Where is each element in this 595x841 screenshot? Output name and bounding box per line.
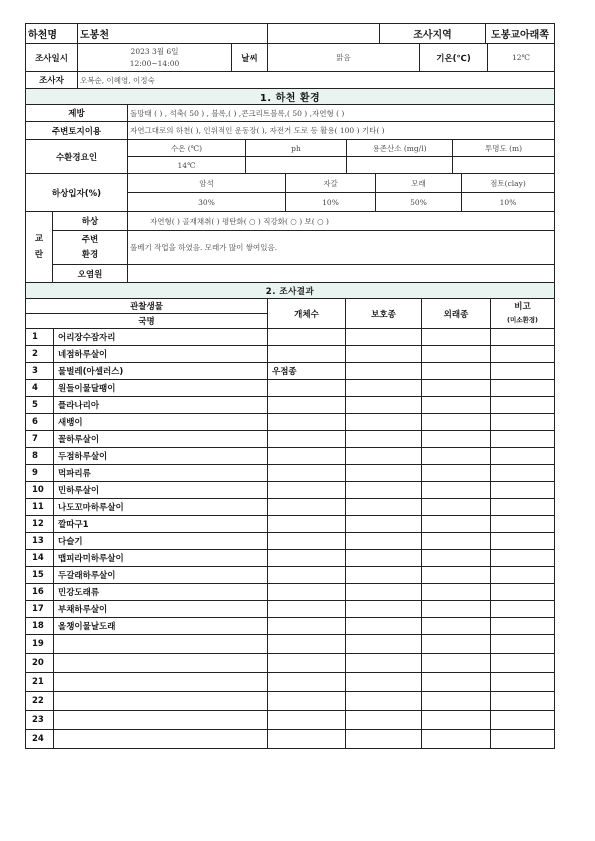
count-cell xyxy=(268,618,346,635)
note-cell xyxy=(491,482,555,499)
species-name: 민하루살이 xyxy=(54,482,268,499)
river-label: 하천명 xyxy=(26,24,78,44)
date-line-2: 12:00~14:00 xyxy=(129,58,180,68)
species-name: 원들이물달팽이 xyxy=(54,380,268,397)
table-row xyxy=(26,346,555,363)
species-name: 꼴하루살이 xyxy=(54,431,268,448)
note-cell xyxy=(491,397,555,414)
bed-header: 암석 xyxy=(128,174,286,193)
date-line-1: 2023 3월 6일 xyxy=(130,46,179,56)
note-cell xyxy=(491,533,555,550)
protected-cell xyxy=(346,654,422,673)
table-row xyxy=(26,711,555,730)
table-row xyxy=(26,482,555,499)
alien-cell xyxy=(422,431,491,448)
info-table xyxy=(25,43,555,89)
table-row xyxy=(26,516,555,533)
table-row xyxy=(26,730,555,749)
row-number: 22 xyxy=(26,692,54,711)
disturbance-table xyxy=(25,211,555,283)
alien-cell xyxy=(422,329,491,346)
table-row xyxy=(26,567,555,584)
alien-cell xyxy=(422,363,491,380)
water-label: 수환경요인 xyxy=(26,140,128,174)
row-number: 10 xyxy=(26,482,54,499)
alien-cell xyxy=(422,465,491,482)
row-number: 23 xyxy=(26,711,54,730)
embankment-value: 돌망태 ( ) , 석축( 50 ) , 블록,( ) ,콘크리트블록,( 50 ) ,자연형 ( ) xyxy=(128,105,555,122)
row-number: 1 xyxy=(26,329,54,346)
table-row xyxy=(26,380,555,397)
note-cell xyxy=(491,601,555,618)
note-cell xyxy=(491,414,555,431)
note-cell xyxy=(491,567,555,584)
protected-cell xyxy=(346,346,422,363)
row-number: 20 xyxy=(26,654,54,673)
alien-cell xyxy=(422,499,491,516)
row-number: 2 xyxy=(26,346,54,363)
note-cell xyxy=(491,465,555,482)
row-number: 18 xyxy=(26,618,54,635)
note-cell xyxy=(491,618,555,635)
bed-value: 30% xyxy=(128,193,286,212)
species-name: 다슬기 xyxy=(54,533,268,550)
species-name: 깔따구1 xyxy=(54,516,268,533)
water-value xyxy=(347,157,453,174)
bed-label: 하상입자(%) xyxy=(26,174,128,212)
alien-cell xyxy=(422,380,491,397)
note-cell xyxy=(491,550,555,567)
water-header: 수온 (℃) xyxy=(128,140,246,157)
table-row xyxy=(26,499,555,516)
row-number: 6 xyxy=(26,414,54,431)
table-row xyxy=(26,618,555,635)
note-cell xyxy=(491,431,555,448)
row-number: 9 xyxy=(26,465,54,482)
surveyor-label: 조사자 xyxy=(26,72,78,89)
row-number: 24 xyxy=(26,730,54,749)
species-name: 나도꼬마하루살이 xyxy=(54,499,268,516)
table-row xyxy=(26,673,555,692)
table-row xyxy=(26,431,555,448)
disturbance-label-top: 교 xyxy=(34,234,44,244)
disturbance-label-bottom: 란 xyxy=(34,250,44,260)
note-header: 비고 xyxy=(514,301,531,312)
note-cell xyxy=(491,329,555,346)
species-name xyxy=(54,692,268,711)
protected-cell xyxy=(346,465,422,482)
header-table xyxy=(25,23,555,44)
water-value: 14℃ xyxy=(128,157,246,174)
embankment-label: 제방 xyxy=(26,105,128,122)
alien-cell xyxy=(422,635,491,654)
temp-value: 12℃ xyxy=(488,44,555,72)
count-cell xyxy=(268,431,346,448)
count-cell xyxy=(268,673,346,692)
around-value: 풀베기 작업을 하였음. 모래가 많이 쌓여있음. xyxy=(128,231,555,265)
bed-row-label: 하상 xyxy=(53,212,128,231)
water-header: 용존산소 (mg/l) xyxy=(347,140,453,157)
species-name: 플라나리아 xyxy=(54,397,268,414)
protected-cell xyxy=(346,711,422,730)
count-cell xyxy=(268,329,346,346)
protected-cell xyxy=(346,431,422,448)
date-label: 조사일시 xyxy=(26,44,78,72)
region-label: 조사지역 xyxy=(380,24,486,44)
water-value xyxy=(246,157,347,174)
protected-cell xyxy=(346,550,422,567)
table-row xyxy=(26,363,555,380)
table-row xyxy=(26,397,555,414)
water-header: 투명도 (m) xyxy=(453,140,555,157)
note-cell xyxy=(491,346,555,363)
count-cell xyxy=(268,567,346,584)
count-cell xyxy=(268,692,346,711)
species-name xyxy=(54,635,268,654)
alien-cell xyxy=(422,584,491,601)
species-name xyxy=(54,711,268,730)
landuse-label: 주변토지이용 xyxy=(26,122,128,140)
row-number: 4 xyxy=(26,380,54,397)
species-name: 어리장수잠자리 xyxy=(54,329,268,346)
table-row xyxy=(26,329,555,346)
row-number: 3 xyxy=(26,363,54,380)
temp-label: 기온(℃) xyxy=(420,44,488,72)
alien-cell xyxy=(422,692,491,711)
protected-cell xyxy=(346,482,422,499)
name-header: 국명 xyxy=(26,314,268,329)
count-header: 개체수 xyxy=(268,299,346,329)
protected-header: 보호종 xyxy=(346,299,422,329)
bed-header: 자갈 xyxy=(286,174,376,193)
count-cell xyxy=(268,654,346,673)
count-cell xyxy=(268,346,346,363)
row-number: 21 xyxy=(26,673,54,692)
note-cell xyxy=(491,499,555,516)
note-cell xyxy=(491,516,555,533)
alien-cell xyxy=(422,414,491,431)
note-cell xyxy=(491,730,555,749)
around-label-2: 환경 xyxy=(81,249,99,260)
bed-header: 모래 xyxy=(376,174,462,193)
protected-cell xyxy=(346,499,422,516)
pollution-label: 오염원 xyxy=(53,265,128,283)
pollution-value xyxy=(128,265,555,283)
count-cell xyxy=(268,465,346,482)
count-cell xyxy=(268,533,346,550)
table-row xyxy=(26,448,555,465)
protected-cell xyxy=(346,533,422,550)
species-name: 두점하루살이 xyxy=(54,448,268,465)
water-header: ph xyxy=(246,140,347,157)
alien-cell xyxy=(422,618,491,635)
alien-cell xyxy=(422,711,491,730)
species-name: 맵피라미하루살이 xyxy=(54,550,268,567)
species-name xyxy=(54,730,268,749)
note-cell xyxy=(491,363,555,380)
row-number: 8 xyxy=(26,448,54,465)
count-cell xyxy=(268,397,346,414)
count-cell xyxy=(268,730,346,749)
river-value: 도봉천 xyxy=(78,24,268,44)
alien-cell xyxy=(422,482,491,499)
note-cell xyxy=(491,654,555,673)
protected-cell xyxy=(346,414,422,431)
water-value xyxy=(453,157,555,174)
protected-cell xyxy=(346,618,422,635)
bed-value: 50% xyxy=(376,193,462,212)
protected-cell xyxy=(346,567,422,584)
table-row xyxy=(26,692,555,711)
bed-value: 10% xyxy=(286,193,376,212)
bed-particle-table xyxy=(25,173,555,212)
count-cell xyxy=(268,499,346,516)
protected-cell xyxy=(346,380,422,397)
table-row xyxy=(26,601,555,618)
note-cell xyxy=(491,584,555,601)
species-name: 민강도래류 xyxy=(54,584,268,601)
species-name xyxy=(54,673,268,692)
table-row xyxy=(26,654,555,673)
row-number: 5 xyxy=(26,397,54,414)
count-cell xyxy=(268,482,346,499)
count-cell xyxy=(268,601,346,618)
alien-header: 외래종 xyxy=(422,299,491,329)
around-label-1: 주변 xyxy=(81,234,99,245)
protected-cell xyxy=(346,448,422,465)
protected-cell xyxy=(346,397,422,414)
alien-cell xyxy=(422,397,491,414)
table-row xyxy=(26,550,555,567)
table-row xyxy=(26,414,555,431)
species-name: 부채하루살이 xyxy=(54,601,268,618)
count-cell xyxy=(268,584,346,601)
count-cell: 우점종 xyxy=(268,363,346,380)
note-subheader: (미소환경) xyxy=(506,315,539,324)
species-name xyxy=(54,654,268,673)
row-number: 17 xyxy=(26,601,54,618)
bed-value: 10% xyxy=(462,193,555,212)
landuse-value: 자연그대로의 하천( ), 인위적인 운동장( ), 자전거 도로 등 활용( 100 ) 기타( ) xyxy=(128,122,555,140)
row-number: 11 xyxy=(26,499,54,516)
alien-cell xyxy=(422,730,491,749)
table-row xyxy=(26,635,555,654)
species-name: 먹파리류 xyxy=(54,465,268,482)
observed-header: 관찰생물 xyxy=(26,299,268,314)
species-name: 새뱅이 xyxy=(54,414,268,431)
weather-value: 맑음 xyxy=(268,44,420,72)
protected-cell xyxy=(346,673,422,692)
note-cell xyxy=(491,448,555,465)
bed-row-value: 자연형( ) 골재채취( ) 평탄화( ○ ) 직강화( ○ ) 보( ○ ) xyxy=(128,212,555,231)
table-row xyxy=(26,465,555,482)
table-row xyxy=(26,533,555,550)
alien-cell xyxy=(422,601,491,618)
protected-cell xyxy=(346,516,422,533)
alien-cell xyxy=(422,550,491,567)
count-cell xyxy=(268,550,346,567)
row-number: 13 xyxy=(26,533,54,550)
count-cell xyxy=(268,448,346,465)
section2-title: 2. 조사결과 xyxy=(26,283,555,299)
protected-cell xyxy=(346,635,422,654)
row-number: 19 xyxy=(26,635,54,654)
river-environment-table xyxy=(25,88,555,174)
alien-cell xyxy=(422,346,491,363)
alien-cell xyxy=(422,673,491,692)
survey-result-table xyxy=(25,282,555,749)
count-cell xyxy=(268,380,346,397)
table-row xyxy=(26,584,555,601)
alien-cell xyxy=(422,533,491,550)
bed-header: 점토(clay) xyxy=(462,174,555,193)
protected-cell xyxy=(346,601,422,618)
note-cell xyxy=(491,673,555,692)
weather-label: 날씨 xyxy=(232,44,268,72)
note-cell xyxy=(491,380,555,397)
protected-cell xyxy=(346,692,422,711)
alien-cell xyxy=(422,567,491,584)
row-number: 7 xyxy=(26,431,54,448)
row-number: 15 xyxy=(26,567,54,584)
species-name: 두갈래하루살이 xyxy=(54,567,268,584)
species-name: 올챙이물날도래 xyxy=(54,618,268,635)
note-cell xyxy=(491,711,555,730)
count-cell xyxy=(268,516,346,533)
row-number: 14 xyxy=(26,550,54,567)
note-cell xyxy=(491,692,555,711)
alien-cell xyxy=(422,448,491,465)
count-cell xyxy=(268,711,346,730)
species-name: 네점하루살이 xyxy=(54,346,268,363)
count-cell xyxy=(268,414,346,431)
row-number: 12 xyxy=(26,516,54,533)
protected-cell xyxy=(346,584,422,601)
protected-cell xyxy=(346,329,422,346)
row-number: 16 xyxy=(26,584,54,601)
protected-cell xyxy=(346,730,422,749)
alien-cell xyxy=(422,654,491,673)
surveyor-value: 오복순, 이혜영, 이정숙 xyxy=(78,72,555,89)
species-name: 물벌레(아셀러스) xyxy=(54,363,268,380)
count-cell xyxy=(268,635,346,654)
protected-cell xyxy=(346,363,422,380)
result-rows xyxy=(26,329,555,749)
alien-cell xyxy=(422,516,491,533)
region-value: 도봉교아래쪽 xyxy=(486,24,555,44)
note-cell xyxy=(491,635,555,654)
section1-title: 1. 하천 환경 xyxy=(26,89,555,105)
survey-form xyxy=(25,23,554,749)
